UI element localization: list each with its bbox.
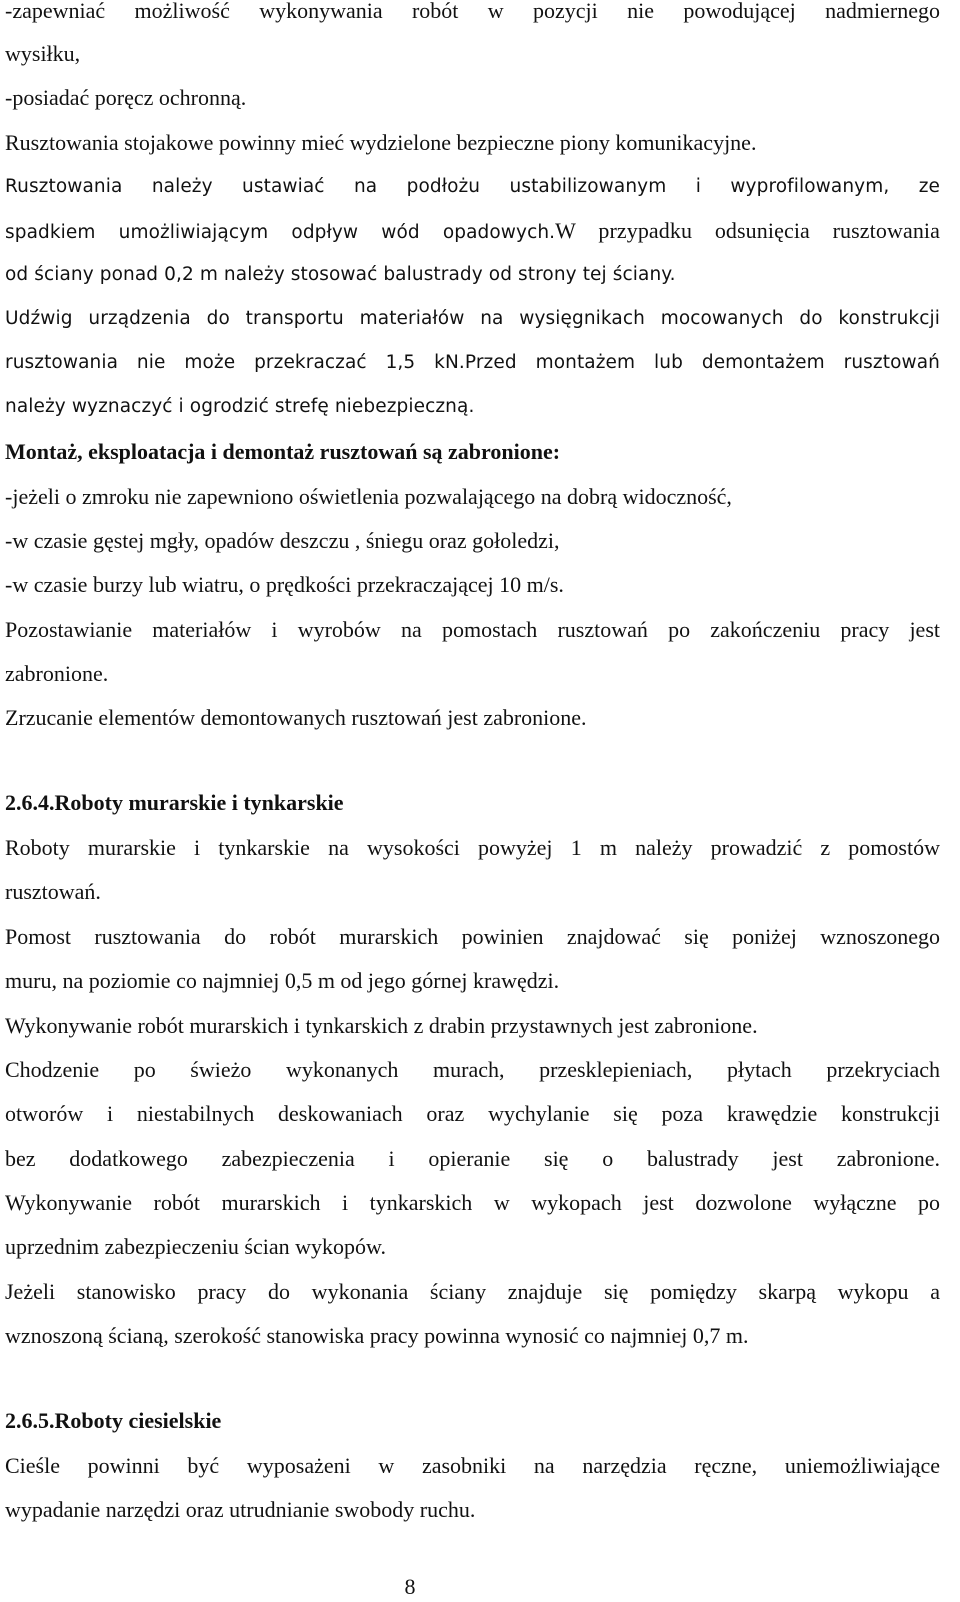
line-text: wznoszoną ścianą, szerokość stanowiska pracy powinna wynosić co najmniej 0,7 m. [5,1323,749,1348]
text-line [5,304,940,334]
line-text: Udźwig urządzenia do transportu materiałów na wysięgnikach mocowanych do konstrukcji [5,308,940,329]
line-text: -w czasie gęstej mgły, opadów deszczu , śniegu oraz gołoledzi, [5,528,560,553]
line-text: -posiadać poręcz ochronną. [5,85,247,110]
line-text: -jeżeli o zmroku nie zapewniono oświetlenia pozwalającego na dobrą widoczność, [5,484,732,509]
text-line [5,1232,940,1262]
line-text: wypadanie narzędzi oraz utrudnianie swobody ruchu. [5,1497,476,1522]
text-line [5,966,940,996]
text-line [5,392,940,422]
text-line [5,833,940,863]
text-line [5,172,940,202]
text-line [5,83,940,113]
text-line [5,703,940,733]
line-text: należy wyznaczyć i ogrodzić strefę niebezpieczną. [5,396,475,417]
line-text-continuation: W przypadku odsunięcia rusztowania [555,218,941,243]
line-text: Rusztowania stojakowe powinny mieć wydzielone bezpieczne piony komunikacyjne. [5,130,757,155]
line-text: rusztowania nie może przekraczać 1,5 kN. [5,352,465,373]
section-heading [5,437,940,467]
text-line [5,570,940,600]
text-line [5,348,940,378]
line-text-continuation: Przed montażem lub demontażem rusztowań [464,352,940,373]
line-text: -w czasie burzy lub wiatru, o prędkości przekraczającej 10 m/s. [5,572,564,597]
section-heading [5,788,940,818]
text-line [5,1188,940,1218]
line-text: Zrzucanie elementów demontowanych rusztowań jest zabronione. [5,705,587,730]
text-line [5,922,940,952]
text-line [5,659,940,689]
line-text: bez dodatkowego zabezpieczenia i opieranie się o balustrady jest zabronione. [5,1146,940,1171]
line-text: od ściany ponad 0,2 m należy stosować balustrady od strony tej ściany. [5,264,676,285]
text-line [5,260,940,290]
line-text: Pomost rusztowania do robót murarskich powinien znajdować się poniżej wznoszonego [5,924,940,949]
line-text: Wykonywanie robót murarskich i tynkarskich z drabin przystawnych jest zabronione. [5,1013,758,1038]
text-line [5,1011,940,1041]
text-line [5,615,940,645]
line-text: 2.6.5.Roboty ciesielskie [5,1408,222,1433]
line-text: wysiłku, [5,41,81,66]
line-text: 2.6.4.Roboty murarskie i tynkarskie [5,790,344,815]
line-text: Jeżeli stanowisko pracy do wykonania ściany znajduje się pomiędzy skarpą wykopu a [5,1279,940,1304]
line-text: muru, na poziomie co najmniej 0,5 m od jego górnej krawędzi. [5,968,560,993]
line-text: -zapewniać możliwość wykonywania robót w pozycji nie powodującej nadmiernego [5,0,940,23]
line-text: zabronione. [5,661,109,686]
line-text: Cieśle powinni być wyposażeni w zasobniki na narzędzia ręczne, uniemożliwiające [5,1453,940,1478]
line-text: Roboty murarskie i tynkarskie na wysokości powyżej 1 m należy prowadzić z pomostów [5,835,940,860]
text-line [5,1277,940,1307]
line-text: Pozostawianie materiałów i wyrobów na pomostach rusztowań po zakończeniu pracy jest [5,617,940,642]
text-line [5,216,940,246]
text-line [5,877,940,907]
text-line [5,1144,940,1174]
text-line [5,482,940,512]
line-text: spadkiem umożliwiającym odpływ wód opadowych. [5,222,556,243]
line-text: otworów i niestabilnych deskowaniach oraz wychylanie się poza krawędzie konstrukcji [5,1101,940,1126]
text-line [5,1321,940,1351]
line-text: Chodzenie po świeżo wykonanych murach, przesklepieniach, płytach przekryciach [5,1057,940,1082]
text-line [5,128,940,158]
section-heading [5,1406,940,1436]
line-text: rusztowań. [5,879,101,904]
text-line [5,1451,940,1481]
line-text: Wykonywanie robót murarskich i tynkarskich w wykopach jest dozwolone wyłączne po [5,1190,940,1215]
page-number: 8 [404,1574,416,1599]
line-text: uprzednim zabezpieczeniu ścian wykopów. [5,1234,386,1259]
text-line [5,39,940,69]
text-line [5,1055,940,1085]
text-line [5,0,940,26]
line-text: Montaż, eksploatacja i demontaż rusztowań są zabronione: [5,439,561,464]
text-line [5,1099,940,1129]
text-line [5,526,940,556]
text-line [5,1495,940,1525]
line-text: Rusztowania należy ustawiać na podłożu ustabilizowanym i wyprofilowanym, ze [5,176,940,197]
